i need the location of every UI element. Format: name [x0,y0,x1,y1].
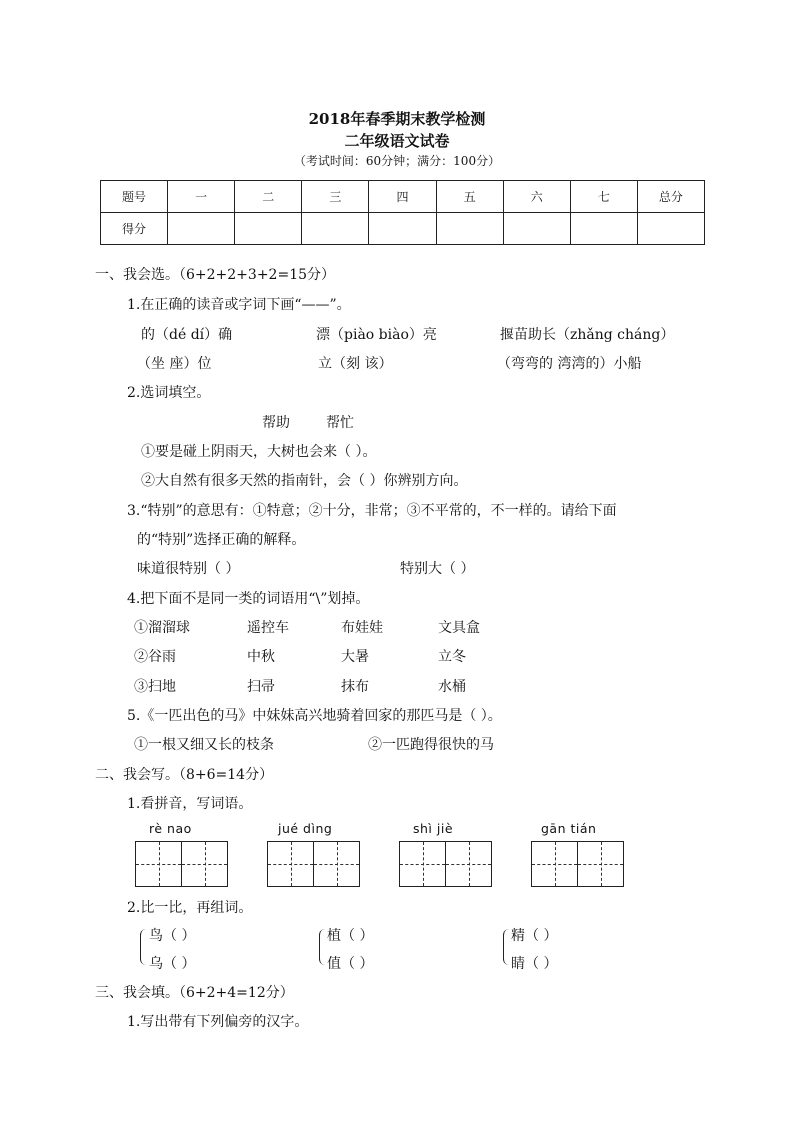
score-input-cell[interactable] [168,213,235,245]
q1-1-option[interactable]: 的（dé dí）确 [141,327,233,343]
score-input-cell[interactable] [302,213,369,245]
writing-cell[interactable] [446,841,492,887]
q3-1-prompt: 1.写出带有下列偏旁的汉字。 [127,1014,309,1030]
score-input-cell[interactable] [637,213,704,245]
tianzige-grid [267,841,360,887]
score-table-cell: 七 [570,181,637,213]
pinyin-label: rè nao [149,821,192,836]
score-table [100,180,705,245]
compare-word[interactable]: 乌（ ） [149,956,196,972]
exam-subtitle: 二年级语文试卷 [344,132,450,150]
tianzige-grid [399,841,492,887]
q1-2-prompt: 2.选词填空。 [127,385,211,401]
q1-1-prompt: 1.在正确的读音或字词下画“——”。 [127,297,351,313]
pinyin-label: gān tián [541,821,597,836]
section-1-heading: 一、我会选。（6+2+2+3+2=15分） [95,267,336,283]
q1-4-word[interactable]: 文具盒 [438,620,480,636]
writing-cell[interactable] [531,841,578,887]
exam-title: 2018年春季期末教学检测 [308,110,486,128]
compare-word[interactable]: 植（ ） [327,928,374,944]
tianzige-grid [135,841,228,887]
q1-4-prompt: 4.把下面不是同一类的词语用“\”划掉。 [127,591,370,607]
q1-4-word[interactable]: 水桶 [438,679,466,695]
score-table-cell: 一 [168,181,235,213]
q1-3-blank[interactable]: 特别大（ ） [400,561,475,577]
score-table-cell: 四 [369,181,436,213]
writing-cell[interactable] [267,841,314,887]
word-choice: 帮忙 [326,415,354,431]
score-row-label: 得分 [101,213,168,245]
writing-cell[interactable] [578,841,624,887]
q1-4-word[interactable]: 立冬 [438,649,466,665]
compare-word[interactable]: 精（ ） [511,928,558,944]
q1-5-option[interactable]: ②一匹跑得很快的马 [368,737,494,753]
pinyin-label: jué dìng [278,821,333,836]
writing-cell[interactable] [399,841,446,887]
q1-4-word[interactable]: ①溜溜球 [134,620,190,636]
score-table-cell: 五 [436,181,503,213]
exam-time-note: （考试时间：60分钟；满分：100分） [293,154,501,168]
section-3-heading: 三、我会填。（6+2+4=12分） [95,985,294,1001]
q1-3-blank[interactable]: 味道很特别（ ） [137,561,240,577]
q1-4-word[interactable]: 布娃娃 [341,620,383,636]
writing-cell[interactable] [314,841,360,887]
q1-4-word[interactable]: 遥控车 [247,620,289,636]
q1-5-option[interactable]: ①一根又细又长的枝条 [134,737,274,753]
fill-sentence[interactable]: ②大自然有很多天然的指南针，会（ ）你辨别方向。 [141,473,468,489]
score-table-cell: 总分 [637,181,704,213]
q1-3-prompt-cont: 的“特别”选择正确的解释。 [137,532,306,548]
q1-1-option[interactable]: 揠苗助长（zhǎng cháng） [500,327,675,343]
score-table-cell: 题号 [101,181,168,213]
pinyin-label: shì jiè [413,821,454,836]
q1-3-prompt: 3.“特别”的意思有：①特意；②十分，非常；③不平常的，不一样的。请给下面 [127,503,617,519]
score-input-cell[interactable] [235,213,302,245]
score-table-header-row [101,181,705,213]
score-table-cell: 三 [302,181,369,213]
score-table-cell: 六 [503,181,570,213]
q1-4-word[interactable]: 中秋 [247,649,275,665]
section-2-heading: 二、我会写。（8+6=14分） [95,767,274,783]
q1-4-word[interactable]: ③扫地 [134,679,176,695]
q2-2-prompt: 2.比一比，再组词。 [127,900,253,916]
score-input-cell[interactable] [369,213,436,245]
writing-cell[interactable] [135,841,182,887]
q1-4-word[interactable]: 扫帚 [247,679,275,695]
score-input-cell[interactable] [503,213,570,245]
word-choice: 帮助 [262,415,290,431]
q1-5-prompt[interactable]: 5.《一匹出色的马》中妹妹高兴地骑着回家的那匹马是（ ）。 [127,708,502,724]
q1-4-word[interactable]: ②谷雨 [134,649,176,665]
score-table-score-row [101,213,705,245]
compare-word[interactable]: 值（ ） [327,956,374,972]
compare-word[interactable]: 鸟（ ） [149,928,196,944]
q1-4-word[interactable]: 抹布 [341,679,369,695]
q2-1-prompt: 1.看拼音，写词语。 [127,796,253,812]
score-input-cell[interactable] [436,213,503,245]
q1-1-option[interactable]: 立（刻 该） [318,356,393,372]
writing-cell[interactable] [182,841,228,887]
q1-1-option[interactable]: （坐 座）位 [137,356,212,372]
compare-word[interactable]: 睛（ ） [511,956,558,972]
fill-sentence[interactable]: ①要是碰上阴雨天，大树也会来（ ）。 [141,444,377,460]
brace-mark [140,929,149,965]
score-input-cell[interactable] [570,213,637,245]
q1-4-word[interactable]: 大暑 [341,649,369,665]
q1-1-option[interactable]: 漂（piào biào）亮 [316,327,437,343]
q1-1-option[interactable]: （弯弯的 湾湾的）小船 [497,356,642,372]
tianzige-grid [531,841,624,887]
score-table-cell: 二 [235,181,302,213]
